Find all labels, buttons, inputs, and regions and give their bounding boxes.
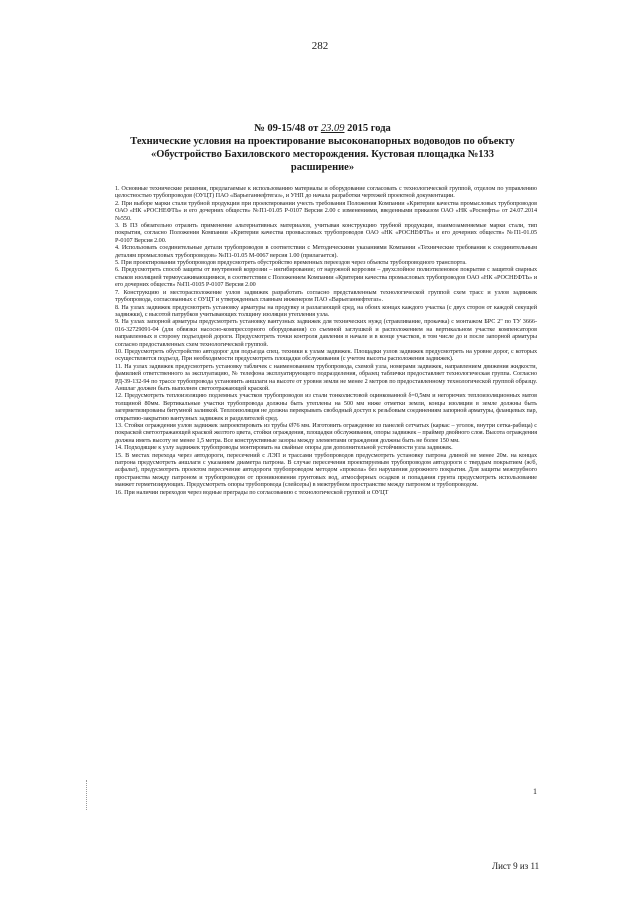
document-number-prefix: № 09-15/48 от — [254, 123, 319, 134]
page-number: 282 — [311, 40, 329, 52]
paragraph-7: 7. Конструкцию и месторасположение узлов задвижек разработать согласно представленным технологической группой схем трасс и узлов задвижек трубопровода, согласованных с ОУЦТ и утвержденных главным инженером ПАО «Варьеганнефтегаз». — [115, 288, 537, 304]
conditions-body — [115, 185, 537, 496]
paragraph-12: 12. Предусмотреть теплоизоляцию подземных участков трубопроводов из стали тонколистовой оцинкованной δ=0,5мм и негорючих теплоизоляционных матов толщиной 80мм. Вертикальные участки трубопровода должны быть утеплены на 500 мм ниже отметки земли, концы изоляции в земле должны быть загерметизированы битумной заливкой. Теплоизоляция не должна перекрывать свободный доступ к резьбовым соединениям запорной арматуры, фланцевых пар, открытию-закрытию вантузных задвижек и разделителей сред. — [115, 392, 537, 422]
handwritten-date: 23.09 — [320, 123, 345, 134]
paragraph-15: 15. В местах перехода через автодороги, пересечений с ЛЭП и трассами трубопроводов предусмотреть установку патрона длиной не менее 20м. на концах патрона предусмотреть аншлаги с указанием диаметра патрона. В случае пересечения проектируемым трубопроводом автодороги с твердым покрытием (ж/б, асфальт), предусмотреть проектом пересечение автодороги трубопроводом методом «прокола» без нарушения дорожного покрытия. Для защиты межтрубного пространства между патроном и трубопроводом от проникновения грунтовых вод, атмосферных осадков и попадания грунта предусмотреть использование манжет герметизирующих. Предусмотреть опоры трубопровода (слейсеры) в межтрубном пространстве между патроном и трубопроводом. — [115, 451, 537, 489]
paragraph-11: 11. На узлах задвижек предусмотреть установку табличек с наименованием трубопровода, схемой узла, номерами задвижек, направлением движения жидкости, фамилией ответственного за эксплуатацию, № телефона эксплуатирующего подразделения, образец таблички предоставляет технологическая группа. Согласно РД-39-132-94 по трассе трубопровода установить аншлаги на высоте от уровня земли не менее 2 метров по предоставленному технологической группой образцу. Аншлаг должен быть выполнен светоотражающей краской. — [115, 362, 537, 392]
paragraph-14: 14. Подходящие к узлу задвижек трубопроводы монтировать на свайные опоры для дополнительной устойчивости узла задвижек. — [115, 444, 453, 452]
paragraph-16: 16. При наличии переходов через водные преграды по согласованию с технологической группой и ОУЦТ — [115, 488, 389, 496]
paragraph-1: 1. Основные технические решения, предлагаемые к использованию материалы и оборудование согласовать с технологической группой, отделом по управлению целостностью трубопроводов (ОУЦТ) ПАО «Варьеганнефтегаз», и УНП до начала разработки чертежей проектной документации. — [115, 185, 537, 200]
document-number-line — [120, 122, 525, 135]
paragraph-9: 9. На узлах запорной арматуры предусмотреть установку вантузных задвижек для технических нужд (стравливание, прокачка) с монтажом БРС 2" по ТУ 3666-016-32729091-04 (для обвязки насосно-компрессорного оборудования) со съемной заглушкой и расположением на вертикальном участке компенсаторов направленных в сторону подъездной дороги. Предусмотреть точки контроля давления в начале и в конце участков, в том числе до и после запорной арматуры согласно предоставленных схем технологической группой. — [115, 318, 537, 348]
paragraph-3: 3. В ПЗ обязательно отразить применение альтернативных материалов, учитывая конструкцию трубной продукции, взаимозаменяемые марки стали, тип покрытия, согласно Положения Компании «Критерии качества промысловых трубопроводов ОАО «НК «РОСНЕФТЬ» и его дочерних обществ» №П1-01.05 Р-0107 Версия 2.00. — [115, 222, 537, 244]
title-line-3: расширение» — [290, 162, 355, 173]
sheet-counter: Лист 9 из 11 — [492, 861, 540, 871]
scan-edge-marks — [86, 780, 91, 810]
paragraph-4: 4. Использовать соединительные детали трубопроводов в соответствии с Методическими указаниями Компании «Технические требования к соединительным деталям промысловых трубопроводов» №П1-01.05 М-0067 версия 1.00 (прилагается). — [115, 244, 537, 259]
paragraph-10: 10. Предусмотреть обустройство автодорог для подъезда спец. техники к узлам задвижек. Площадки узлов задвижек предусмотреть на уровне дорог, с которых осуществляется подъезд. При необходимости предусмотреть площадки обслуживания (с учетом высоты расположения задвижек). — [115, 347, 537, 363]
document-title — [120, 122, 525, 174]
handwritten-mark: 1 — [533, 787, 537, 796]
paragraph-13: 13. Стойки ограждения узлов задвижек запроектировать из трубы Ø76 мм. Изготовить ограждение из панелей сетчатых (каркас – уголок, внутри сетка-рабица) с покраской светоотражающей краской желтого цвета, стойки ограждения, площадки обслуживания, опоры задвижек – праймер двойного слоя. Высота ограждения должна иметь высоту не менее 1,5 метра. Все конструктивные зазоры между элементами ограждения должны быть не более 150 мм. — [115, 422, 537, 444]
paragraph-5: 5. При проектировании трубопроводов предусмотреть обустройство временных переездов через объекты трубопроводного транспорта. — [115, 259, 467, 267]
document-number-suffix: 2015 года — [347, 123, 391, 134]
paragraph-6: 6. Предусмотреть способ защиты от внутренней коррозии – ингибирование; от наружной коррозии – двухслойное полиэтиленовое покрытие с защитой сварных стыков изоляцией термоусаживающимися, в соответствии с Положением Компании «Критерии качества промысловых трубопроводов ОАО «НК «РОСНЕФТЬ» и его дочерних обществ» №П1-0105 Р-0107 Версия 2.00 — [115, 266, 537, 289]
title-line-1: Технические условия на проектирование высоконапорных водоводов по объекту — [130, 136, 515, 147]
title-line-2: «Обустройство Бахиловского месторождения. Кустовая площадка №133 — [150, 149, 495, 160]
paragraph-2: 2. При выборе марки стали трубной продукции при проектировании учесть требования Положения Компании «Критерии качества промысловых трубопроводов ОАО «НК «РОСНЕФТЬ» и его дочерних обществ» №П1-01.05 Р-0107 Версия 2.00 с изменениями, введенными приказом ОАО «НК «Роснефть» от 24.07.2014 №550. — [115, 199, 537, 222]
paragraph-8: 8. На узлах задвижек предусмотреть установку арматуры на продувку и разлагающей сред, на обоих концах каждого участка (с двух сторон от каждой секущей задвижки), с высотой патрубков учитывающих толщину изоляции утепления узла. — [115, 303, 537, 318]
